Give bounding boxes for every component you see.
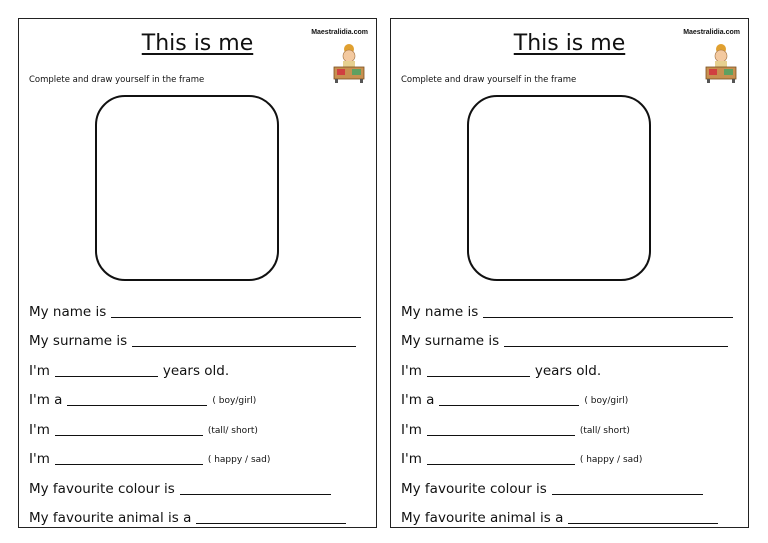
surname-line: [29, 320, 366, 350]
gender-hint: ( boy/girl): [584, 396, 629, 406]
age-blank[interactable]: [55, 362, 158, 377]
drawing-frame[interactable]: [95, 95, 279, 281]
mood-line: [29, 438, 366, 468]
surname-line: [401, 320, 738, 350]
animal-line: [401, 497, 738, 527]
name-blank[interactable]: [483, 303, 733, 318]
name-line: [29, 290, 366, 320]
surname-blank[interactable]: [132, 332, 356, 347]
mood-blank[interactable]: [427, 450, 575, 465]
page-title: This is me: [513, 31, 626, 56]
brand-label: Maestralidia.com: [683, 29, 740, 36]
gender-blank[interactable]: [439, 391, 579, 406]
mood-blank[interactable]: [55, 450, 203, 465]
animal-blank[interactable]: [196, 509, 346, 524]
gender-line: [401, 379, 738, 409]
form-lines: [29, 290, 366, 526]
animal-blank[interactable]: [568, 509, 718, 524]
teacher-icon: [332, 43, 366, 83]
teacher-icon: [704, 43, 738, 83]
line-label: My surname is: [401, 333, 500, 349]
colour-blank[interactable]: [180, 480, 331, 495]
age-line: [29, 349, 366, 379]
line-label: I'm a: [401, 392, 435, 408]
height-blank[interactable]: [427, 421, 575, 436]
line-label: My favourite colour is: [29, 480, 175, 497]
line-label: I'm: [29, 362, 50, 379]
animal-line: [29, 497, 366, 527]
line-label: I'm: [29, 421, 50, 438]
instruction-text: Complete and draw yourself in the frame: [29, 75, 205, 85]
line-label: My name is: [401, 303, 479, 320]
worksheet-right: [390, 18, 749, 528]
line-label: I'm: [29, 451, 50, 467]
age-blank[interactable]: [427, 362, 530, 377]
brand-label: Maestralidia.com: [311, 29, 368, 36]
line-label: My favourite animal is a: [29, 510, 192, 526]
height-hint: (tall/ short): [579, 425, 630, 436]
line-label: My name is: [29, 303, 107, 320]
colour-blank[interactable]: [552, 480, 703, 495]
line-label: I'm: [401, 362, 422, 379]
height-blank[interactable]: [55, 421, 203, 436]
mood-hint: ( happy / sad): [579, 455, 643, 465]
line-label: I'm: [401, 421, 422, 438]
gender-line: [29, 379, 366, 409]
mood-hint: ( happy / sad): [207, 455, 271, 465]
line-suffix: years old.: [534, 362, 602, 379]
line-label: My favourite colour is: [401, 480, 547, 497]
mood-line: [401, 438, 738, 468]
page-title: This is me: [141, 31, 254, 56]
worksheet-left: [18, 18, 377, 528]
colour-line: [29, 467, 366, 497]
drawing-frame[interactable]: [467, 95, 651, 281]
line-label: My surname is: [29, 333, 128, 349]
line-label: My favourite animal is a: [401, 510, 564, 526]
height-line: [29, 408, 366, 438]
line-label: I'm: [401, 451, 422, 467]
line-suffix: years old.: [162, 362, 230, 379]
name-blank[interactable]: [111, 303, 361, 318]
colour-line: [401, 467, 738, 497]
gender-hint: ( boy/girl): [212, 396, 257, 406]
line-label: I'm a: [29, 392, 63, 408]
form-lines: [401, 290, 738, 526]
gender-blank[interactable]: [67, 391, 207, 406]
name-line: [401, 290, 738, 320]
height-line: [401, 408, 738, 438]
surname-blank[interactable]: [504, 332, 728, 347]
instruction-text: Complete and draw yourself in the frame: [401, 75, 577, 85]
height-hint: (tall/ short): [207, 425, 258, 436]
age-line: [401, 349, 738, 379]
